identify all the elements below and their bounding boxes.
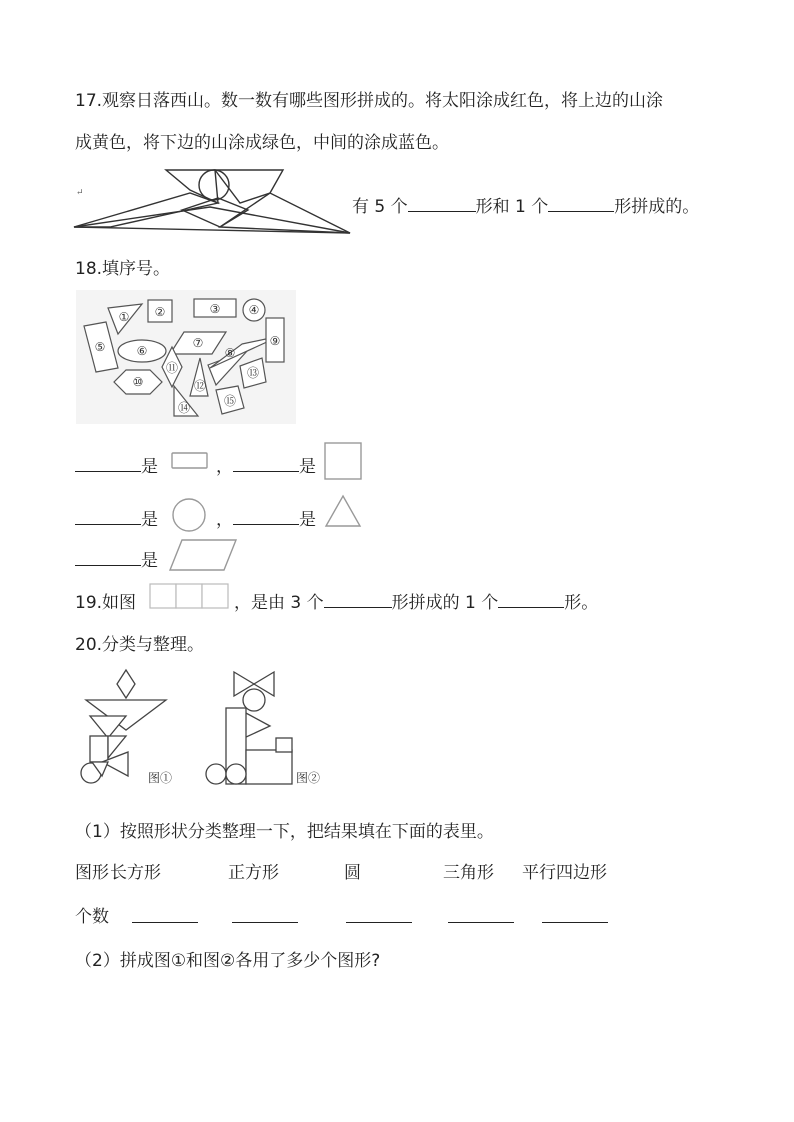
table-header-parallelogram: 平行四边形 [522, 863, 607, 883]
q18-row-2 [75, 505, 158, 530]
q17-blank-1[interactable] [408, 193, 476, 212]
parallelogram-shape [168, 536, 240, 574]
q19-blank-2[interactable] [498, 589, 564, 608]
shape-label-15: ⑮ [223, 394, 237, 408]
is-text: 是 [141, 510, 158, 530]
table-header-circle: 圆 [344, 863, 361, 883]
q18-row-3 [75, 546, 158, 571]
shape-label-5: ⑤ [94, 340, 106, 354]
comma: ， [216, 457, 233, 477]
shape-label-11: ⑪ [165, 361, 179, 375]
q17-blank-2[interactable] [548, 193, 614, 212]
square-blank[interactable] [233, 453, 299, 472]
table-header-rectangle: 长方形 [110, 863, 161, 883]
q17-part1: 有 5 个 [352, 197, 408, 217]
q17-part2: 形和 1 个 [475, 197, 549, 217]
count-blank-parallelogram[interactable] [542, 904, 608, 923]
shapes-sorting-figure [76, 290, 296, 424]
q19-prefix: 19.如图 [75, 593, 137, 613]
table-header-square: 正方形 [228, 863, 279, 883]
shape-label-10: ⑩ [132, 375, 144, 389]
figure-2-label: 图② [296, 771, 321, 785]
q18-row-2b [216, 505, 316, 530]
shape-label-8: ⑧ [224, 346, 236, 360]
q20-sub2: （2）拼成图①和图②各用了多少个图形? [75, 951, 381, 971]
sunset-mountain-figure [70, 165, 355, 240]
table-row-label: 个数 [75, 907, 109, 927]
shape-label-14: ⑭ [177, 401, 191, 415]
rectangle-blank[interactable] [75, 453, 141, 472]
triangle-shape [322, 492, 364, 532]
figure-2 [200, 668, 340, 790]
comma: ， [216, 510, 233, 530]
shape-label-3: ③ [209, 302, 221, 316]
shape-label-2: ② [154, 305, 166, 319]
shape-label-12: ⑫ [193, 379, 207, 393]
figure-1-label: 图① [148, 771, 173, 785]
square-shape [322, 440, 364, 482]
is-text: 是 [141, 457, 158, 477]
triangle-blank[interactable] [233, 506, 299, 525]
q20-title: 20.分类与整理。 [75, 635, 205, 655]
shape-label-4: ④ [248, 303, 260, 317]
q18-row-1b [216, 452, 316, 477]
circle-blank[interactable] [75, 506, 141, 525]
is-text: 是 [299, 457, 316, 477]
q18-row-1 [75, 452, 158, 477]
circle-shape [170, 496, 210, 534]
q19-suffix: 形。 [564, 593, 599, 613]
q19-answer-line [234, 588, 598, 613]
q19-mid1: ，是由 3 个 [234, 593, 324, 613]
q18-title: 18.填序号。 [75, 259, 171, 279]
q19-blank-1[interactable] [324, 589, 392, 608]
parallelogram-blank[interactable] [75, 547, 141, 566]
count-blank-rectangle[interactable] [132, 904, 198, 923]
q17-line2: 成黄色，将下边的山涂成绿色，中间的涂成蓝色。 [75, 133, 449, 153]
svg-text:↵: ↵ [76, 188, 84, 198]
table-header-triangle: 三角形 [443, 863, 494, 883]
shape-label-9: ⑨ [269, 334, 281, 348]
is-text: 是 [141, 551, 158, 571]
shape-label-13: ⑬ [246, 366, 260, 380]
table-header-shape: 图形 [75, 863, 109, 883]
three-squares-figure [148, 582, 232, 610]
shape-label-7: ⑦ [192, 336, 204, 350]
q17-answer-line [352, 192, 699, 217]
q20-sub1: （1）按照形状分类整理一下，把结果填在下面的表里。 [75, 822, 494, 842]
count-blank-triangle[interactable] [448, 904, 514, 923]
shape-label-6: ⑥ [136, 344, 148, 358]
count-blank-square[interactable] [232, 904, 298, 923]
is-text: 是 [299, 510, 316, 530]
rectangle-shape [170, 450, 210, 472]
shape-label-1: ① [118, 310, 130, 324]
figure-1 [72, 668, 182, 790]
q19-mid2: 形拼成的 1 个 [391, 593, 499, 613]
count-blank-circle[interactable] [346, 904, 412, 923]
q17-part3: 形拼成的。 [614, 197, 700, 217]
q17-line1: 17.观察日落西山。数一数有哪些图形拼成的。将太阳涂成红色，将上边的山涂 [75, 91, 664, 111]
